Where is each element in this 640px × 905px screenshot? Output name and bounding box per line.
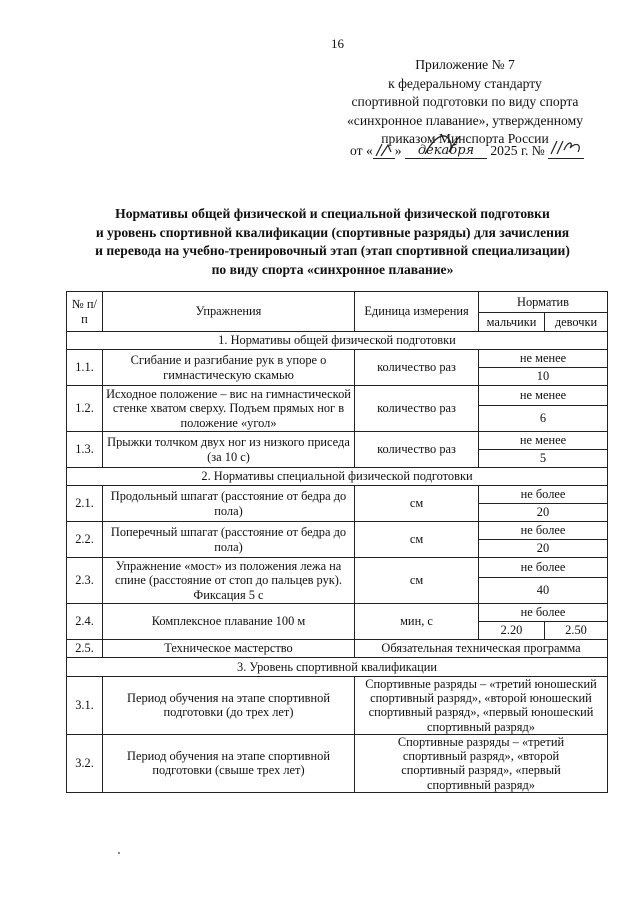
row-unit: количество раз (355, 386, 479, 432)
appendix-line: спортивной подготовки по виду спорта (351, 94, 579, 110)
row-num: 1.2. (67, 386, 103, 432)
section-heading: 3. Уровень спортивной квалификации (67, 658, 608, 677)
header-unit: Единица измерения (355, 292, 479, 332)
header-norm: Норматив (479, 292, 608, 313)
row-value: 5 (479, 450, 608, 468)
section-heading: 2. Нормативы специальной физической подготовки (67, 468, 608, 486)
standards-table (66, 291, 608, 793)
row-exercise: Период обучения на этапе спортивной подготовки (до трех лет) (103, 677, 355, 735)
row-qualifier: не менее (479, 386, 608, 406)
row-exercise: Продольный шпагат (расстояние от бедра до пола) (103, 486, 355, 522)
row-exercise: Сгибание и разгибание рук в упоре о гимнастическую скамью (103, 350, 355, 386)
date-prefix: от « (350, 143, 373, 158)
date-day-handwritten (373, 144, 395, 159)
row-exercise: Прыжки толчком двух ног из низкого приседа (за 10 с) (103, 432, 355, 468)
row-exercise: Упражнение «мост» из положения лежа на спине (расстояние от стоп до пальцев рук). Фиксация 5 с (103, 558, 355, 604)
row-unit: количество раз (355, 432, 479, 468)
title-line: и перевода на учебно-тренировочный этап (этап спортивной специализации) (95, 243, 570, 259)
appendix-line: приказом Минспорта России (381, 131, 549, 147)
row-norm: Спортивные разряды – «третий спортивный разряд», «второй спортивный разряд», «первый спортивный разряд» (355, 734, 608, 792)
row-value: 6 (479, 406, 608, 432)
row-num: 1.1. (67, 350, 103, 386)
row-exercise: Техническое мастерство (103, 640, 355, 658)
date-mid: » (394, 143, 402, 158)
row-num: 2.5. (67, 640, 103, 658)
row-value: 10 (479, 368, 608, 386)
date-month-handwritten: декабря (405, 144, 487, 159)
row-num: 3.1. (67, 677, 103, 735)
row-unit: количество раз (355, 350, 479, 386)
header-boys: мальчики (479, 313, 545, 332)
row-exercise: Поперечный шпагат (расстояние от бедра до пола) (103, 522, 355, 558)
row-num: 2.4. (67, 604, 103, 640)
appendix-line: «синхронное плавание», утвержденному (347, 112, 583, 128)
row-num: 1.3. (67, 432, 103, 468)
scan-speck (118, 852, 120, 854)
row-num: 2.2. (67, 522, 103, 558)
row-norm: Обязательная техническая программа (355, 640, 608, 658)
row-value-boys: 2.20 (479, 622, 545, 640)
order-number-handwritten (548, 144, 584, 159)
row-exercise: Период обучения на этапе спортивной подготовки (свыше трех лет) (103, 734, 355, 792)
header-exercise: Упражнения (103, 292, 355, 332)
row-qualifier: не менее (479, 432, 608, 450)
row-exercise: Исходное положение – вис на гимнастической стенке хватом сверху. Подъем прямых ног в положение «угол» (103, 386, 355, 432)
row-value: 20 (479, 504, 608, 522)
row-value-girls: 2.50 (545, 622, 608, 640)
title-line: по виду спорта «синхронное плавание» (211, 261, 454, 277)
page-number: 16 (331, 36, 344, 51)
row-qualifier: не менее (479, 350, 608, 368)
row-num: 3.2. (67, 734, 103, 792)
row-value: 20 (479, 540, 608, 558)
row-qualifier: не более (479, 486, 608, 504)
row-num: 2.3. (67, 558, 103, 604)
row-unit: мин, с (355, 604, 479, 640)
row-exercise: Комплексное плавание 100 м (103, 604, 355, 640)
date-year: 2025 г. № (490, 143, 545, 158)
row-qualifier: не более (479, 604, 608, 622)
row-norm: Спортивные разряды – «третий юношеский спортивный разряд», «второй юношеский спортивный разряд», «первый юношеский спортивный разряд» (355, 677, 608, 735)
appendix-line: к федеральному стандарту (388, 75, 542, 91)
row-unit: см (355, 558, 479, 604)
row-unit: см (355, 522, 479, 558)
row-value: 40 (479, 578, 608, 604)
order-date (350, 143, 584, 159)
header-num: № п/п (67, 292, 103, 332)
row-qualifier: не более (479, 558, 608, 578)
appendix-line: Приложение № 7 (415, 57, 515, 72)
title-line: и уровень спортивной квалификации (спортивные разряды) для зачисления (95, 224, 570, 240)
title-line: Нормативы общей физической и специальной физической подготовки (115, 206, 550, 221)
row-num: 2.1. (67, 486, 103, 522)
document-title (60, 205, 605, 279)
header-girls: девочки (545, 313, 608, 332)
row-qualifier: не более (479, 522, 608, 540)
row-unit: см (355, 486, 479, 522)
section-heading: 1. Нормативы общей физической подготовки (67, 332, 608, 350)
